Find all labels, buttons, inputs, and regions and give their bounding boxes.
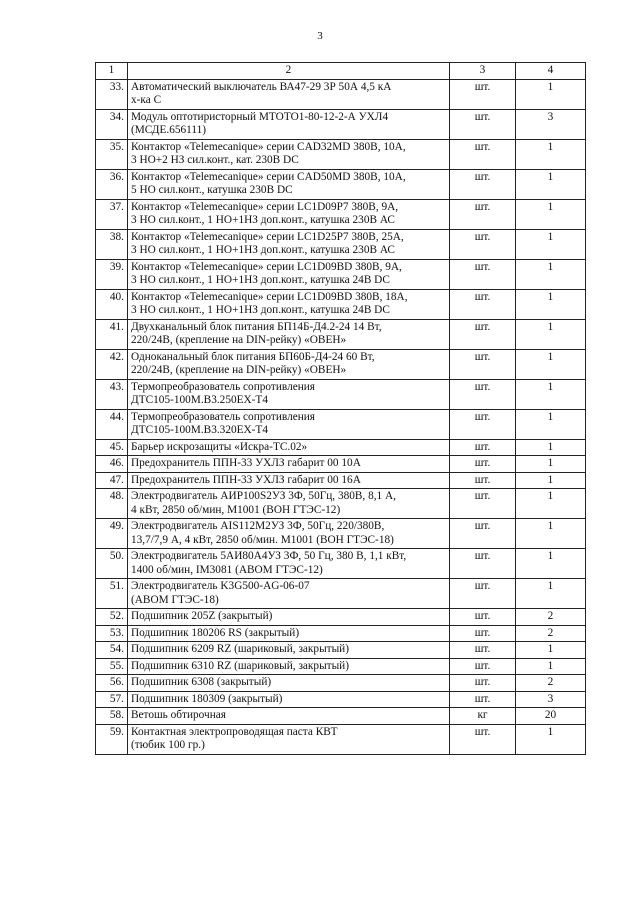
item-name-line: Контактор «Telemecanique» серии LC1D09BD 380В, 18А, — [131, 290, 408, 303]
item-unit: шт. — [450, 691, 516, 708]
row-number: 35. — [96, 139, 128, 169]
item-name — [128, 609, 450, 626]
table-row — [96, 708, 586, 725]
item-name — [128, 625, 450, 642]
item-quantity: 1 — [516, 319, 586, 349]
item-unit: шт. — [450, 199, 516, 229]
item-name-line: ДТС105-100М.В3.250ЕХ-Т4 — [131, 394, 268, 406]
page-number: 3 — [317, 30, 323, 42]
item-name-line: 220/24В, (крепление на DIN-рейку) «ОВЕН» — [131, 334, 347, 346]
item-name-line: Предохранитель ППН-33 УХЛЗ габарит 00 10А — [131, 457, 361, 469]
table-row — [96, 379, 586, 409]
item-unit: шт. — [450, 289, 516, 319]
table-row — [96, 79, 586, 109]
header-cell-2: 2 — [128, 63, 450, 80]
item-quantity: 1 — [516, 229, 586, 259]
row-number: 55. — [96, 658, 128, 675]
row-number: 41. — [96, 319, 128, 349]
row-number: 49. — [96, 519, 128, 549]
item-name-line: Контактор «Telemecanique» серии CAD50MD 380В, 10А, — [131, 170, 406, 183]
item-unit: шт. — [450, 259, 516, 289]
item-quantity: 1 — [516, 472, 586, 489]
table-row — [96, 349, 586, 379]
spec-table — [95, 62, 586, 755]
item-name — [128, 289, 450, 319]
item-name-line: Контактор «Telemecanique» серии CAD32MD 380В, 10А, — [131, 140, 406, 153]
item-unit: шт. — [450, 625, 516, 642]
item-name-line: 220/24В, (крепление на DIN-рейку) «ОВЕН» — [131, 364, 347, 376]
item-quantity: 1 — [516, 439, 586, 456]
table-row — [96, 199, 586, 229]
row-number: 37. — [96, 199, 128, 229]
item-name-line: Модуль оптотиристорный МТОТО1-80-12-2-А УХЛ4 — [131, 110, 389, 123]
item-name — [128, 79, 450, 109]
table-row — [96, 169, 586, 199]
item-name — [128, 259, 450, 289]
item-name — [128, 724, 450, 754]
row-number: 43. — [96, 379, 128, 409]
item-unit: шт. — [450, 519, 516, 549]
table-row — [96, 625, 586, 642]
table-row — [96, 691, 586, 708]
row-number: 34. — [96, 109, 128, 139]
table-row — [96, 456, 586, 473]
row-number: 59. — [96, 724, 128, 754]
row-number: 44. — [96, 409, 128, 439]
item-unit: шт. — [450, 609, 516, 626]
table-row — [96, 724, 586, 754]
item-quantity: 2 — [516, 609, 586, 626]
item-quantity: 1 — [516, 658, 586, 675]
item-name-line: Электродвигатель АИР100S2УЗ 3Ф, 50Гц, 380В, 8,1 А, — [131, 490, 397, 502]
item-name — [128, 549, 450, 579]
item-quantity: 1 — [516, 642, 586, 659]
item-name — [128, 642, 450, 659]
item-name-line: 3 НО сил.конт., 1 НО+1НЗ доп.конт., катушка 24В DC — [131, 274, 390, 286]
item-unit: шт. — [450, 642, 516, 659]
item-quantity: 1 — [516, 549, 586, 579]
item-name-line: Контактор «Telemecanique» серии LC1D09BD 380В, 9А, — [131, 260, 402, 273]
table-row — [96, 409, 586, 439]
item-quantity: 20 — [516, 708, 586, 725]
row-number: 39. — [96, 259, 128, 289]
item-quantity: 1 — [516, 724, 586, 754]
item-unit: кг — [450, 708, 516, 725]
item-name — [128, 658, 450, 675]
item-name-line: Подшипник 6308 (закрытый) — [131, 676, 272, 688]
item-name-line: 3 НО сил.конт., 1 НО+1НЗ доп.конт., катушка 230В АС — [131, 244, 395, 256]
item-unit: шт. — [450, 489, 516, 519]
item-unit: шт. — [450, 658, 516, 675]
row-number: 51. — [96, 579, 128, 609]
table-row — [96, 675, 586, 692]
item-name-line: Термопреобразователь сопротивления — [131, 410, 316, 423]
table-row — [96, 489, 586, 519]
item-name — [128, 379, 450, 409]
item-quantity: 3 — [516, 109, 586, 139]
row-number: 52. — [96, 609, 128, 626]
item-name — [128, 319, 450, 349]
item-name-line: Контактор «Telemecanique» серии LC1D25P7 380В, 25А, — [131, 230, 404, 243]
table-row — [96, 579, 586, 609]
item-name-line: Электродвигатель 5АИ80А4УЗ 3Ф, 50 Гц, 380 В, 1,1 кВт, — [131, 550, 407, 562]
item-name-line: Электродвигатель K3G500-AG-06-07 — [131, 580, 310, 592]
row-number: 42. — [96, 349, 128, 379]
item-name — [128, 349, 450, 379]
item-unit: шт. — [450, 139, 516, 169]
item-name — [128, 229, 450, 259]
table-row — [96, 439, 586, 456]
item-name — [128, 691, 450, 708]
item-quantity: 1 — [516, 379, 586, 409]
row-number: 57. — [96, 691, 128, 708]
item-quantity: 1 — [516, 289, 586, 319]
item-name — [128, 579, 450, 609]
item-name-line: (МСДЕ.656111) — [131, 124, 207, 136]
item-unit: шт. — [450, 439, 516, 456]
row-number: 53. — [96, 625, 128, 642]
item-quantity: 1 — [516, 79, 586, 109]
item-name-line: Двухканальный блок питания БП14Б-Д4.2-24 14 Вт, — [131, 320, 382, 333]
item-name-line: Термопреобразователь сопротивления — [131, 380, 316, 393]
row-number: 50. — [96, 549, 128, 579]
table-row — [96, 139, 586, 169]
item-quantity: 1 — [516, 139, 586, 169]
table-row — [96, 472, 586, 489]
row-number: 46. — [96, 456, 128, 473]
item-quantity: 1 — [516, 169, 586, 199]
item-unit: шт. — [450, 456, 516, 473]
item-name — [128, 199, 450, 229]
item-name-line: Одноканальный блок питания БП60Б-Д4-24 60 Вт, — [131, 350, 375, 363]
item-unit: шт. — [450, 349, 516, 379]
item-name — [128, 675, 450, 692]
row-number: 36. — [96, 169, 128, 199]
item-name — [128, 439, 450, 456]
row-number: 48. — [96, 489, 128, 519]
table-row — [96, 319, 586, 349]
item-quantity: 1 — [516, 579, 586, 609]
item-name-line: х-ка С — [131, 94, 162, 106]
table-header-row — [96, 63, 586, 80]
item-name — [128, 519, 450, 549]
item-name — [128, 169, 450, 199]
item-name-line: 1400 об/мин, IM3081 (АВОМ ГТЭС-12) — [131, 563, 323, 576]
item-unit: шт. — [450, 675, 516, 692]
item-name-line: Подшипник 6310 RZ (шариковый, закрытый) — [131, 659, 349, 672]
item-name-line: ДТС105-100М.В3.320ЕХ-Т4 — [131, 424, 268, 436]
item-quantity: 3 — [516, 691, 586, 708]
item-quantity: 1 — [516, 199, 586, 229]
item-name — [128, 708, 450, 725]
item-unit: шт. — [450, 549, 516, 579]
item-name-line: Барьер искрозащиты «Искра-ТС.02» — [131, 440, 308, 453]
item-quantity: 1 — [516, 519, 586, 549]
row-number: 47. — [96, 472, 128, 489]
item-unit: шт. — [450, 472, 516, 489]
row-number: 38. — [96, 229, 128, 259]
item-unit: шт. — [450, 579, 516, 609]
item-quantity: 1 — [516, 409, 586, 439]
row-number: 54. — [96, 642, 128, 659]
header-cell-4: 4 — [516, 63, 586, 80]
row-number: 56. — [96, 675, 128, 692]
header-cell-3: 3 — [450, 63, 516, 80]
item-name-line: 3 НО сил.конт., 1 НО+1НЗ доп.конт., катушка 24В DC — [131, 304, 390, 316]
item-unit: шт. — [450, 109, 516, 139]
item-name — [128, 109, 450, 139]
item-quantity: 2 — [516, 675, 586, 692]
item-name-line: Подшипник 6209 RZ (шариковый, закрытый) — [131, 643, 349, 655]
item-name-line: Контактор «Telemecanique» серии LC1D09P7 380В, 9А, — [131, 200, 399, 213]
item-name — [128, 139, 450, 169]
table-row — [96, 642, 586, 659]
item-name — [128, 409, 450, 439]
item-name-line: 3 НО+2 НЗ сил.конт., кат. 230В DC — [131, 154, 299, 166]
item-quantity: 1 — [516, 259, 586, 289]
table-row — [96, 658, 586, 675]
item-name-line: Ветошь обтирочная — [131, 709, 226, 721]
item-unit: шт. — [450, 379, 516, 409]
item-name — [128, 472, 450, 489]
item-unit: шт. — [450, 319, 516, 349]
item-name-line: Предохранитель ППН-33 УХЛЗ габарит 00 16А — [131, 473, 361, 486]
table-row — [96, 109, 586, 139]
item-name-line: Автоматический выключатель ВА47-29 3Р 50А 4,5 кА — [131, 80, 392, 93]
spec-table-body — [96, 63, 586, 755]
item-name-line: Электродвигатель AIS112M2УЗ 3Ф, 50Гц, 220/380В, — [131, 520, 385, 532]
table-row — [96, 289, 586, 319]
item-unit: шт. — [450, 169, 516, 199]
item-unit: шт. — [450, 229, 516, 259]
table-row — [96, 549, 586, 579]
item-name-line: 3 НО сил.конт., 1 НО+1НЗ доп.конт., катушка 230В АС — [131, 214, 395, 226]
item-unit: шт. — [450, 409, 516, 439]
table-row — [96, 609, 586, 626]
item-name — [128, 489, 450, 519]
table-row — [96, 229, 586, 259]
item-quantity: 1 — [516, 456, 586, 473]
row-number: 33. — [96, 79, 128, 109]
item-unit: шт. — [450, 79, 516, 109]
item-name-line: Подшипник 180206 RS (закрытый) — [131, 626, 300, 639]
row-number: 45. — [96, 439, 128, 456]
item-name-line: 5 НО сил.конт., катушка 230В DC — [131, 184, 293, 196]
item-name-line: 4 кВт, 2850 об/мин, М1001 (ВОН ГТЭС-12) — [131, 503, 341, 516]
item-quantity: 1 — [516, 349, 586, 379]
item-name-line: (АВОМ ГТЭС-18) — [131, 593, 219, 606]
item-name-line: Подшипник 180309 (закрытый) — [131, 692, 283, 705]
item-name-line: Подшипник 205Z (закрытый) — [131, 610, 273, 622]
item-quantity: 2 — [516, 625, 586, 642]
item-name-line: 13,7/7,9 А, 4 кВт, 2850 об/мин. М1001 (ВОН ГТЭС-18) — [131, 533, 394, 546]
item-name-line: (тюбик 100 гр.) — [131, 739, 205, 751]
header-cell-1: 1 — [96, 63, 128, 80]
item-quantity: 1 — [516, 489, 586, 519]
item-name — [128, 456, 450, 473]
row-number: 40. — [96, 289, 128, 319]
row-number: 58. — [96, 708, 128, 725]
table-row — [96, 519, 586, 549]
table-row — [96, 259, 586, 289]
item-unit: шт. — [450, 724, 516, 754]
item-name-line: Контактная электропроводящая паста КВТ — [131, 725, 338, 738]
